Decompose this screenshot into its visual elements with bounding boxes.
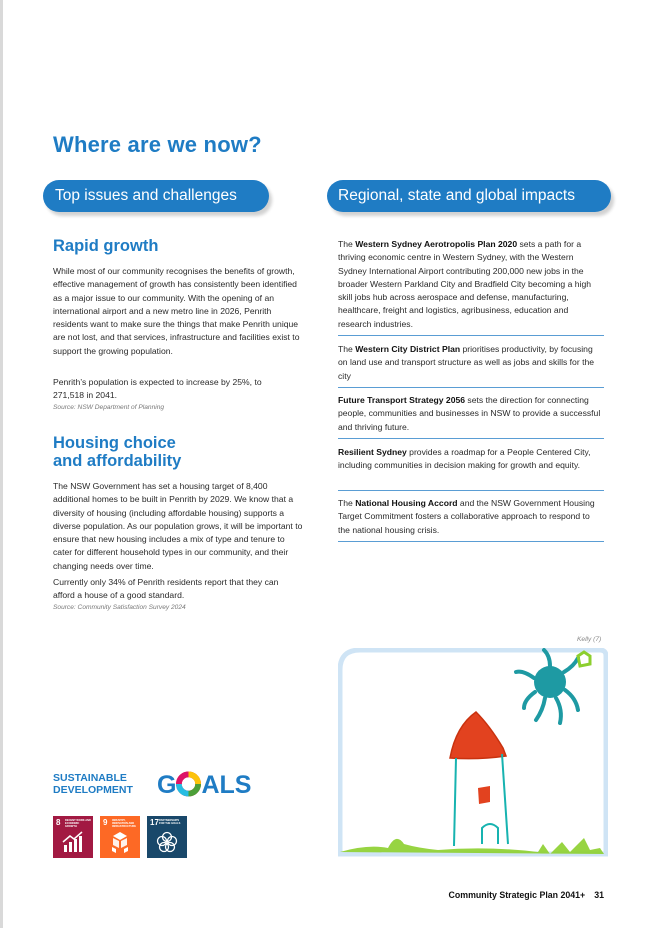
artwork-caption: Kelly (7) xyxy=(577,636,602,643)
sdg-tile-number: 8 xyxy=(56,818,61,827)
sdg-logo-line-1: SUSTAINABLE xyxy=(53,772,127,784)
impact-item-housing-accord xyxy=(338,497,604,537)
housing-paragraph-1: The NSW Government has set a housing target of 8,400 additional homes to be built in Penrith by 2029. We know that a diversity of housing (including affordable housing) supports a diverse population. As our population grows, it will be important to ensure that new housing includes a mix of type and tenure to cater for different household types in our community, and their changing needs over time. xyxy=(53,481,303,571)
impact-item-prefix: The xyxy=(338,498,356,508)
impact-separator xyxy=(338,438,604,439)
sdg-tile-label: DECENT WORK AND ECONOMIC GROWTH xyxy=(65,819,91,829)
sdg-logo-goals-g: G xyxy=(157,771,177,799)
left-column-header: Top issues and challenges xyxy=(43,180,269,212)
footer-title: Community Strategic Plan 2041+ xyxy=(448,890,586,900)
sdg-tile-number: 9 xyxy=(103,818,108,827)
sdg-logo-goals-rest: ALS xyxy=(201,771,252,799)
impact-item-aerotropolis xyxy=(338,238,604,331)
impact-item-text: sets the direction for connecting people, communities and businesses in NSW to provide a successful and thriving future. xyxy=(338,395,601,432)
partnership-rings-icon xyxy=(155,830,179,854)
housing-source: Source: Community Satisfaction Survey 2024 xyxy=(53,604,186,611)
sdg-wheel-icon xyxy=(176,771,201,797)
right-column-header: Regional, state and global impacts xyxy=(327,180,611,212)
sdg-logo-text xyxy=(53,772,153,796)
impact-item-title: Western Sydney Aerotropolis Plan 2020 xyxy=(355,239,518,249)
housing-heading-line-2: and affordability xyxy=(53,452,182,470)
growth-chart-icon xyxy=(61,830,85,854)
page-footer xyxy=(449,890,604,900)
sdg-logo-goals xyxy=(157,771,251,800)
sdg-tile-8 xyxy=(53,816,93,858)
sdg-tile-number: 17 xyxy=(150,818,159,827)
sdg-tile-9 xyxy=(100,816,140,858)
impact-item-title: Western City District Plan xyxy=(355,344,461,354)
sdg-tile-label: INDUSTRY, INNOVATION AND INFRASTRUCTURE xyxy=(112,819,136,829)
sdg-logo xyxy=(53,771,263,801)
impact-item-title: National Housing Accord xyxy=(355,498,458,508)
rapid-growth-source: Source: NSW Department of Planning xyxy=(53,404,165,411)
rapid-growth-paragraph-2: Penrith’s population is expected to increase by 25%, to 271,518 in 2041. xyxy=(53,377,262,401)
impact-item-text: provides a roadmap for a People Centered City, including communities in decision making for growth and equity. xyxy=(338,447,591,471)
impact-separator xyxy=(338,490,604,491)
impact-item-prefix: The xyxy=(338,239,356,249)
impact-item-title: Future Transport Strategy 2056 xyxy=(338,395,466,405)
sdg-tile-17 xyxy=(147,816,187,858)
impact-item-transport-strategy xyxy=(338,394,604,434)
impact-item-resilient-sydney xyxy=(338,446,604,473)
infrastructure-cubes-icon xyxy=(108,830,132,854)
sdg-logo-line-2: DEVELOPMENT xyxy=(53,784,133,796)
page-number: 31 xyxy=(594,890,604,900)
impact-item-text: sets a path for a thriving economic centre in Western Sydney, with the Western Sydney International Airport contributing 200,000 new jobs in the broader Western Parkland City and Bradfield City becoming a high skill jobs hub across aerospace and defense, manufacturing, healthcare, freight and logistics, agribusiness, education and research industries. xyxy=(338,239,592,329)
sdg-tile-label: PARTNERSHIPS FOR THE GOALS xyxy=(159,819,181,826)
housing-heading-line-1: Housing choice xyxy=(53,434,176,452)
impact-separator xyxy=(338,335,604,336)
child-drawing-house xyxy=(338,648,608,861)
housing-paragraph-2: Currently only 34% of Penrith residents report that they can afford a house of a good standard. xyxy=(53,577,279,601)
impact-separator xyxy=(338,541,604,542)
impact-item-text: prioritises productivity, by focusing on land use and transport structure as well as jobs and skills for the city xyxy=(338,344,595,381)
impact-item-text: and the NSW Government Housing Target Commitment fosters a collaborative approach to respond to the national housing crisis. xyxy=(338,498,595,535)
impact-separator xyxy=(338,387,604,388)
impact-item-title: Resilient Sydney xyxy=(338,447,407,457)
rapid-growth-paragraph-1: While most of our community recognises the benefits of growth, effective management of growth has consistently been identified as a major issue to our community. With the opening of an international airport and a new metro line in 2026, Penrith residents want to make sure the things that make Penrith unique are not lost, and that services, infrastructure and facilities exist to support the growing population. xyxy=(53,266,300,356)
rapid-growth-heading: Rapid growth xyxy=(53,237,159,255)
impact-item-prefix: The xyxy=(338,344,356,354)
page-title: Where are we now? xyxy=(53,132,262,157)
impact-item-district-plan xyxy=(338,343,604,383)
page-edge xyxy=(0,0,3,928)
